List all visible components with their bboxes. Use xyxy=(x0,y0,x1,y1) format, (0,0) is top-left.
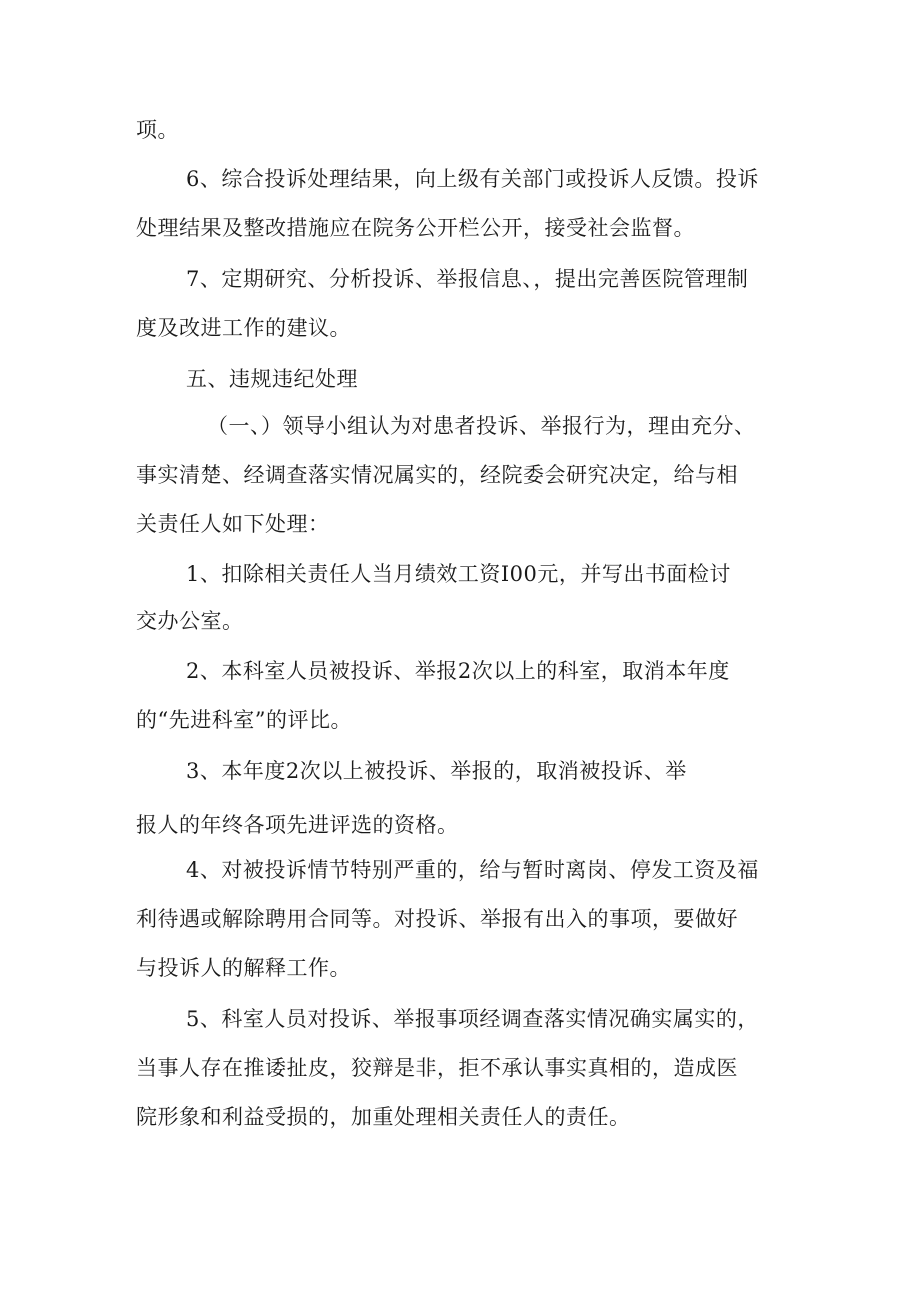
paragraph-item-5: 5、科室人员对投诉、举报事项经调查落实情况确实属实的， xyxy=(186,1007,759,1031)
text-line: 当事人存在推诿扯皮，狡辩是非，拒不承认事实真相的，造成医 xyxy=(136,1056,738,1080)
text-line: 关责任人如下处理： xyxy=(136,512,330,536)
paragraph-item-6: 6、综合投诉处理结果，向上级有关部门或投诉人反馈。投诉 xyxy=(186,167,759,191)
text-line: 事实清楚、经调查落实情况属实的，经院委会研究决定，给与相 xyxy=(136,463,738,487)
text-line: 的“先进科室”的评比。 xyxy=(136,708,352,732)
text-line: 利待遇或解除聘用合同等。对投诉、举报有出入的事项，要做好 xyxy=(136,907,738,931)
paragraph-item-7: 7、定期研究、分析投诉、举报信息、，提出完善医院管理制 xyxy=(186,267,749,291)
text-line: 报人的年终各项先进评选的资格。 xyxy=(136,813,459,837)
subsection-paragraph: （一、）领导小组认为对患者投诉、举报行为，理由充分、 xyxy=(207,414,756,438)
paragraph-item-1: 1、扣除相关责任人当月绩效工资I00元，并写出书面检讨 xyxy=(186,562,731,586)
text-line: 与投诉人的解释工作。 xyxy=(136,956,351,980)
text-line: 院形象和利益受损的，加重处理相关责任人的责任。 xyxy=(136,1105,631,1129)
text-line: 交办公室。 xyxy=(136,609,244,633)
text-line: 度及改进工作的建议。 xyxy=(136,316,351,340)
paragraph-item-4: 4、对被投诉情节特别严重的，给与暂时离岗、停发工资及福 xyxy=(186,858,759,882)
text-line: 处理结果及整改措施应在院务公开栏公开，接受社会监督。 xyxy=(136,216,695,240)
section-heading: 五、违规违纪处理 xyxy=(186,367,358,391)
text-line: 项。 xyxy=(136,118,179,142)
paragraph-item-3: 3、本年度2次以上被投诉、举报的，取消被投诉、举 xyxy=(186,759,687,783)
paragraph-item-2: 2、本科室人员被投诉、举报2次以上的科室，取消本年度 xyxy=(186,659,730,683)
